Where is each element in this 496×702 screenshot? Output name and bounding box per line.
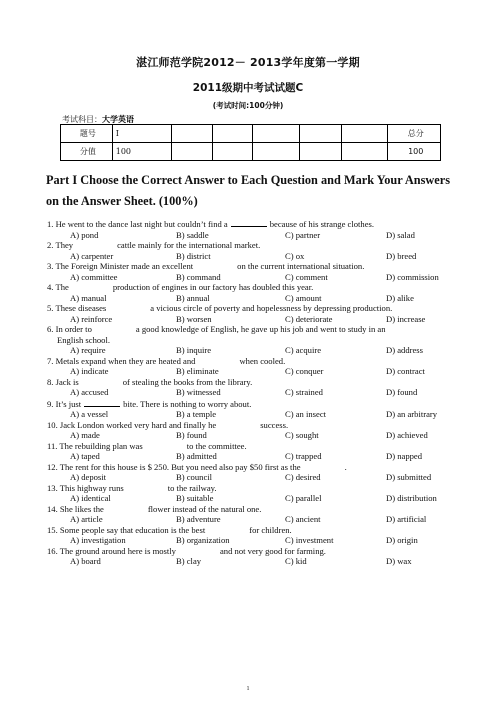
answer-option: C) deteriorate	[285, 313, 333, 324]
score-table	[60, 124, 441, 161]
answer-option: C) amount	[285, 292, 322, 303]
answer-option: B) suitable	[176, 493, 214, 503]
page-number: 1	[246, 686, 250, 692]
answer-options	[47, 451, 452, 462]
subject-label: 考试科目：	[62, 115, 102, 124]
part-title: Part I Choose the Correct Answer to Each Question and Mark Your Answers on the Answer Sheet. (100%)	[46, 173, 450, 208]
question-stem	[47, 525, 452, 536]
answer-options	[47, 514, 452, 525]
answer-options	[47, 366, 452, 377]
question-stem	[47, 504, 452, 515]
question-stem	[47, 377, 452, 388]
answer-options	[47, 345, 452, 356]
answer-option: B) worsen	[176, 313, 212, 324]
question-text: production of engines in our factory has doubled this year.	[112, 282, 314, 292]
answer-option: B) eliminate	[176, 366, 219, 376]
answer-option: B) council	[176, 472, 213, 482]
answer-options	[47, 535, 452, 546]
answer-option: B) saddle	[176, 229, 209, 240]
answer-option: B) adventure	[176, 514, 221, 524]
question-text: 7. Metals expand when they are heated and	[47, 355, 196, 366]
answer-option: A) committee	[70, 271, 118, 282]
answer-option: A) reinforce	[70, 313, 113, 324]
question-item	[47, 324, 452, 356]
question-stem	[47, 356, 452, 367]
question-item	[47, 356, 452, 377]
empty-cell	[252, 125, 299, 143]
answer-option: D) salad	[386, 229, 415, 240]
answer-options	[47, 251, 452, 262]
question-text: cattle mainly for the international market.	[117, 240, 261, 250]
question-item	[47, 282, 452, 303]
total-header-cell: 总分	[388, 125, 441, 143]
question-stem	[47, 240, 452, 251]
answer-option: A) manual	[70, 292, 107, 303]
answer-option: D) achieved	[386, 430, 428, 440]
empty-cell	[172, 143, 212, 161]
question-item	[47, 218, 452, 240]
question-text: on the current international situation.	[237, 261, 365, 271]
answer-option: C) partner	[285, 229, 321, 240]
answer-option: A) indicate	[70, 366, 109, 376]
question-text: bite. There is nothing to worry about.	[123, 398, 252, 409]
answer-option: A) identical	[70, 493, 111, 503]
answer-option: A) accused	[70, 387, 109, 397]
answer-option: D) origin	[386, 535, 418, 545]
exam-time: (考试时间:100分钟)	[212, 101, 284, 110]
question-text: 10. Jack London worked very hard and finally he	[47, 419, 217, 430]
empty-cell	[342, 143, 388, 161]
answer-option: A) board	[70, 556, 101, 566]
question-stem	[47, 546, 452, 557]
question-item	[47, 420, 452, 441]
question-text: a good knowledge of English, he gave up his job and went to study in an	[135, 324, 386, 334]
question-text: .	[344, 461, 347, 472]
answer-option: A) article	[70, 514, 103, 524]
question-stem	[47, 441, 452, 452]
subject-value: 大学英语	[102, 115, 134, 124]
answer-option: C) acquire	[285, 345, 322, 355]
answer-option: A) a vessel	[70, 409, 109, 419]
question-text: 8. Jack is	[47, 376, 79, 387]
answer-option: D) napped	[386, 451, 423, 461]
question-text: 5. These diseases	[47, 303, 107, 313]
question-text: to the railway.	[167, 482, 217, 493]
question-item	[47, 240, 452, 261]
question-stem	[47, 261, 452, 272]
answer-options	[47, 472, 452, 483]
question-list	[47, 218, 452, 567]
answer-option: A) investigation	[70, 535, 126, 545]
answer-option: C) an insect	[285, 409, 327, 419]
part-points-cell: 100	[112, 143, 172, 161]
question-stem	[47, 282, 452, 293]
answer-option: B) admitted	[176, 451, 217, 461]
question-item	[47, 546, 452, 567]
answer-option: C) strained	[285, 387, 323, 397]
answer-option: B) found	[176, 430, 207, 440]
question-stem	[47, 218, 452, 230]
answer-options	[47, 272, 452, 283]
answer-option: D) submitted	[386, 472, 432, 482]
answer-blank	[84, 398, 120, 407]
answer-option: C) conquer	[285, 366, 324, 376]
answer-option: B) clay	[176, 556, 202, 566]
answer-option: B) district	[176, 250, 211, 261]
part-number-cell: I	[112, 125, 172, 143]
answer-option: C) trapped	[285, 451, 322, 461]
answer-options	[47, 409, 452, 420]
empty-cell	[300, 143, 342, 161]
question-item	[47, 504, 452, 525]
answer-option: D) found	[386, 387, 418, 397]
question-text: 11. The rebuilding plan was	[47, 440, 143, 451]
question-item	[47, 525, 452, 546]
answer-option: A) deposit	[70, 472, 107, 482]
question-text: 3. The Foreign Minister made an excellent	[47, 261, 194, 271]
question-stem	[47, 303, 452, 314]
answer-option: A) made	[70, 430, 100, 440]
question-stem	[47, 462, 452, 473]
answer-option: C) ox	[285, 250, 305, 261]
question-text: 4. The	[47, 282, 69, 292]
answer-option: C) comment	[285, 271, 328, 282]
empty-cell	[342, 125, 388, 143]
question-item	[47, 462, 452, 483]
question-item	[47, 483, 452, 504]
question-text: flower instead of the natural one.	[147, 503, 262, 514]
answer-option: C) kid	[285, 556, 307, 566]
answer-options	[47, 430, 452, 441]
question-text: of stealing the books from the library.	[122, 376, 253, 387]
answer-options	[47, 493, 452, 504]
question-stem	[47, 483, 452, 494]
question-stem	[47, 420, 452, 431]
question-text: to the committee.	[186, 440, 247, 451]
answer-option: D) an arbitrary	[386, 409, 438, 419]
answer-option: A) require	[70, 345, 106, 355]
question-text: 13. This highway runs	[47, 482, 124, 493]
question-text: because of his strange clothes.	[269, 219, 375, 229]
answer-options	[47, 387, 452, 398]
question-stem	[47, 324, 452, 335]
question-text: 16. The ground around here is mostly	[47, 545, 176, 556]
empty-cell	[212, 125, 252, 143]
answer-option: D) increase	[386, 313, 426, 324]
question-item	[47, 377, 452, 398]
answer-option: D) artificial	[386, 514, 427, 524]
score-table-row	[61, 125, 441, 143]
question-item	[47, 261, 452, 282]
exam-title: 2011级期中考试试题C	[192, 82, 304, 94]
answer-option: D) alike	[386, 292, 414, 303]
answer-option: B) annual	[176, 292, 210, 303]
answer-option: C) sought	[285, 430, 319, 440]
question-text: 15. Some people say that education is the best	[47, 524, 206, 535]
empty-cell	[172, 125, 212, 143]
question-item	[47, 398, 452, 420]
answer-option: B) inquire	[176, 345, 212, 355]
answer-option: C) desired	[285, 472, 321, 482]
answer-option: D) contract	[386, 366, 425, 376]
answer-option: A) taped	[70, 451, 100, 461]
answer-option: A) carpenter	[70, 250, 114, 261]
answer-option: C) parallel	[285, 493, 322, 503]
question-text: a vicious circle of poverty and hopelessness by depressing production.	[150, 303, 393, 313]
row-label-question-number: 题号	[61, 125, 113, 143]
question-item	[47, 303, 452, 324]
answer-options	[47, 293, 452, 304]
question-item	[47, 441, 452, 462]
question-text: and not very good for farming.	[219, 545, 326, 556]
answer-options	[47, 314, 452, 325]
question-continuation: English school.	[57, 334, 110, 345]
answer-option: B) witnessed	[176, 387, 221, 397]
answer-option: D) address	[386, 345, 423, 355]
answer-options	[47, 230, 452, 241]
school-term-title: 湛江师范学院2012－ 2013学年度第一学期	[136, 56, 360, 69]
answer-option: D) wax	[386, 556, 412, 566]
question-text: 6. In order to	[47, 324, 92, 334]
row-label-points: 分值	[61, 143, 113, 161]
question-text: 1. He went to the dance last night but couldn’t find a	[47, 219, 228, 229]
answer-option: C) investment	[285, 535, 334, 545]
answer-option: D) distribution	[386, 493, 437, 503]
question-text: 9. It’s just	[47, 398, 82, 409]
answer-blank	[231, 218, 267, 227]
answer-option: A) pond	[70, 229, 99, 240]
answer-option: C) ancient	[285, 514, 321, 524]
question-text: success.	[260, 419, 289, 430]
question-text: 14. She likes the	[47, 503, 104, 514]
answer-options	[47, 556, 452, 567]
answer-option: B) a temple	[176, 409, 217, 419]
question-stem	[47, 398, 452, 410]
answer-option: D) breed	[386, 250, 417, 261]
question-text: 12. The rent for this house is $ 250. But you need also pay $50 first as the	[47, 461, 301, 472]
question-text: when cooled.	[239, 355, 286, 366]
total-points-cell: 100	[388, 143, 441, 161]
answer-option: B) command	[176, 271, 221, 282]
answer-option: B) organization	[176, 535, 230, 545]
answer-option: D) commission	[386, 271, 439, 282]
empty-cell	[252, 143, 299, 161]
empty-cell	[212, 143, 252, 161]
question-text: 2. They	[47, 240, 74, 250]
score-table-row	[61, 143, 441, 161]
question-text: for children.	[249, 524, 292, 535]
empty-cell	[300, 125, 342, 143]
